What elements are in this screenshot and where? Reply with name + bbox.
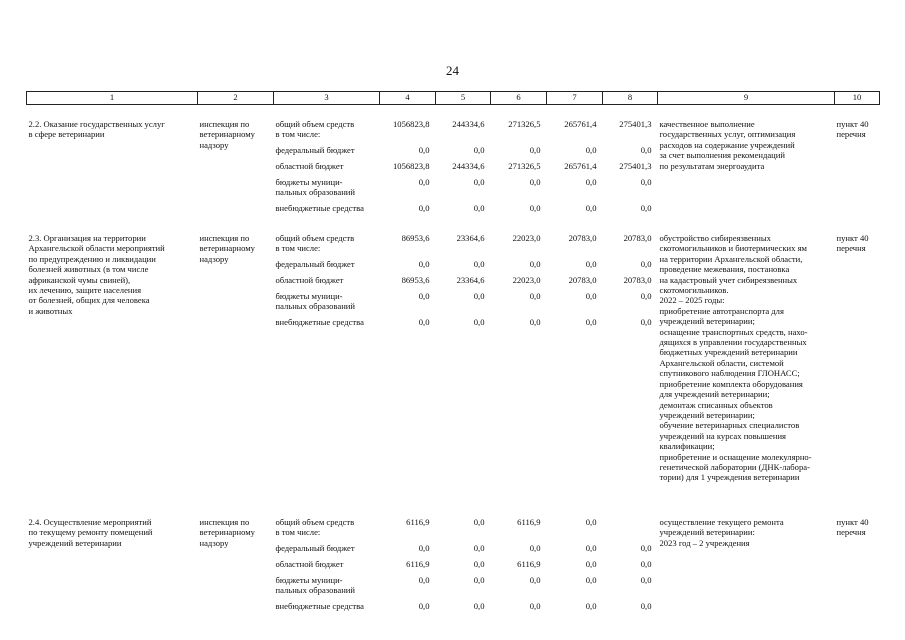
- amount-cell: 275401,3: [619, 119, 652, 129]
- funding-source: внебюджетные средства: [275, 203, 364, 213]
- table-row: [27, 517, 880, 543]
- amount-cell: 0,0: [529, 575, 541, 585]
- header-cell: 9: [658, 92, 835, 105]
- amount-cell: 86953,6: [401, 275, 430, 285]
- amount-cell: 0,0: [640, 203, 652, 213]
- funding-source: общий объем средств в том числе:: [275, 517, 355, 538]
- amount-cell: 0,0: [585, 259, 597, 269]
- amount-cell: 0,0: [640, 543, 652, 553]
- header-row: [27, 92, 880, 105]
- amount-cell: 0,0: [585, 543, 597, 553]
- amount-cell: 0,0: [585, 177, 597, 187]
- amount-cell: 0,0: [473, 543, 485, 553]
- amount-cell: 275401,3: [619, 161, 652, 171]
- funding-source: внебюджетные средства: [275, 601, 364, 611]
- amount-cell: 0,0: [529, 543, 541, 553]
- amount-cell: 0,0: [585, 145, 597, 155]
- amount-cell: 6116,9: [406, 559, 430, 569]
- reference: пункт 40 перечня: [836, 119, 869, 140]
- amount-cell: 244334,6: [452, 161, 485, 171]
- activity-title: 2.4. Осуществление мероприятий по текущему ремонту помещений учреждений ветеринарии: [28, 517, 153, 548]
- executor: инспекция по ветеринарному надзору: [199, 517, 255, 548]
- funding-source: внебюджетные средства: [275, 317, 364, 327]
- amount-cell: 0,0: [529, 317, 541, 327]
- amount-cell: 6116,9: [517, 517, 541, 527]
- funding-source: бюджеты муници- пальных образований: [275, 291, 355, 312]
- funding-source: федеральный бюджет: [275, 259, 355, 269]
- amount-cell: 0,0: [529, 259, 541, 269]
- header-cell: 5: [436, 92, 491, 105]
- amount-cell: 0,0: [473, 575, 485, 585]
- amount-cell: 244334,6: [452, 119, 485, 129]
- amount-cell: 0,0: [640, 601, 652, 611]
- amount-cell: 0,0: [418, 601, 430, 611]
- amount-cell: 0,0: [585, 203, 597, 213]
- amount-cell: 0,0: [640, 575, 652, 585]
- amount-cell: 0,0: [585, 559, 597, 569]
- section-spacer: [27, 219, 880, 233]
- amount-cell: 0,0: [473, 517, 485, 527]
- amount-cell: 6116,9: [517, 559, 541, 569]
- funding-source: федеральный бюджет: [275, 543, 355, 553]
- amount-cell: 0,0: [418, 317, 430, 327]
- funding-source: областной бюджет: [275, 559, 344, 569]
- page-number: 24: [446, 63, 459, 78]
- amount-cell: 22023,0: [512, 233, 541, 243]
- amount-cell: 0,0: [418, 291, 430, 301]
- amount-cell: 265761,4: [564, 119, 597, 129]
- amount-cell: 0,0: [585, 517, 597, 527]
- amount-cell: 0,0: [640, 177, 652, 187]
- activity-title: 2.2. Оказание государственных услуг в сфере ветеринарии: [28, 119, 165, 140]
- amount-cell: 0,0: [640, 317, 652, 327]
- header-cell: 8: [603, 92, 658, 105]
- amount-cell: 20783,0: [623, 275, 652, 285]
- amount-cell: 0,0: [640, 145, 652, 155]
- expected-result: качественное выполнение государственных услуг, оптимизация расходов на содержание учреждений за счет выполнения рекомендаций по результатам энергоаудита: [659, 119, 796, 171]
- amount-cell: 0,0: [418, 145, 430, 155]
- amount-cell: 0,0: [473, 317, 485, 327]
- section-spacer: [27, 105, 880, 120]
- table-row: [27, 119, 880, 145]
- funding-source: областной бюджет: [275, 275, 344, 285]
- funding-source: федеральный бюджет: [275, 145, 355, 155]
- amount-cell: 0,0: [585, 317, 597, 327]
- amount-cell: 0,0: [529, 203, 541, 213]
- amount-cell: 271326,5: [508, 161, 541, 171]
- amount-cell: 0,0: [585, 291, 597, 301]
- amount-cell: 0,0: [473, 177, 485, 187]
- amount-cell: 0,0: [418, 543, 430, 553]
- amount-cell: 0,0: [585, 601, 597, 611]
- amount-cell: 0,0: [418, 575, 430, 585]
- header-cell: 10: [835, 92, 880, 105]
- amount-cell: 0,0: [418, 203, 430, 213]
- executor: инспекция по ветеринарному надзору: [199, 233, 255, 264]
- amount-cell: 1056823,8: [392, 119, 430, 129]
- amount-cell: 0,0: [529, 601, 541, 611]
- reference: пункт 40 перечня: [836, 233, 869, 254]
- amount-cell: [603, 517, 658, 543]
- program-table: [26, 91, 880, 617]
- amount-cell: 1056823,8: [392, 161, 430, 171]
- amount-cell: 0,0: [585, 575, 597, 585]
- amount-cell: 20783,0: [568, 275, 597, 285]
- amount-cell: 0,0: [418, 177, 430, 187]
- amount-cell: 0,0: [473, 203, 485, 213]
- amount-cell: 265761,4: [564, 161, 597, 171]
- amount-cell: 0,0: [640, 559, 652, 569]
- header-cell: 2: [198, 92, 274, 105]
- reference: пункт 40 перечня: [836, 517, 869, 538]
- expected-result: осуществление текущего ремонта учреждений ветеринарии: 2023 год – 2 учреждения: [659, 517, 784, 548]
- header-cell: 6: [491, 92, 547, 105]
- amount-cell: 20783,0: [568, 233, 597, 243]
- section-spacer: [27, 503, 880, 517]
- amount-cell: 271326,5: [508, 119, 541, 129]
- amount-cell: 20783,0: [623, 233, 652, 243]
- funding-source: бюджеты муници- пальных образований: [275, 177, 355, 198]
- amount-cell: 0,0: [473, 601, 485, 611]
- amount-cell: 0,0: [529, 177, 541, 187]
- amount-cell: 0,0: [473, 291, 485, 301]
- amount-cell: 6116,9: [406, 517, 430, 527]
- amount-cell: 0,0: [529, 291, 541, 301]
- funding-source: областной бюджет: [275, 161, 344, 171]
- funding-source: общий объем средств в том числе:: [275, 233, 355, 254]
- header-cell: 3: [274, 92, 380, 105]
- header-cell: 7: [547, 92, 603, 105]
- executor: инспекция по ветеринарному надзору: [199, 119, 255, 150]
- amount-cell: 23364,6: [456, 275, 485, 285]
- amount-cell: 0,0: [640, 291, 652, 301]
- amount-cell: 86953,6: [401, 233, 430, 243]
- amount-cell: 0,0: [640, 259, 652, 269]
- amount-cell: 0,0: [473, 259, 485, 269]
- header-cell: 1: [27, 92, 198, 105]
- amount-cell: 23364,6: [456, 233, 485, 243]
- funding-source: бюджеты муници- пальных образований: [275, 575, 355, 596]
- amount-cell: 22023,0: [512, 275, 541, 285]
- amount-cell: 0,0: [529, 145, 541, 155]
- table-row: [27, 233, 880, 259]
- amount-cell: 0,0: [418, 259, 430, 269]
- activity-title: 2.3. Организация на территории Архангельской области мероприятий по предупреждению и ликвидации болезней животных (в том числе африканской чумы свиней), их лечению, защите населения от болезней, общих для человека и животных: [28, 233, 165, 316]
- expected-result: обустройство сибиреязвенных скотомогильников и биотермических ям на территории Архангельской области, проведение межевания, постановка на кадастровый учет сибиреязвенных скотомогильников. 2022 – 2025 годы: приобретение автотранспорта для учреждений ветеринарии; оснащение транспортных средств, нахо- дящихся в управлении государственных бюджетных учреждений ветеринарии Архангельской области, системой спутникового наблюдения ГЛОНАСС; приобретение комплекта оборудования для учреждений ветеринарии; демонтаж списанных объектов учреждений ветеринарии; обучение ветеринарных специалистов учреждений на курсах повышения квалификации; приобретение и оснащение молекулярно- генетической лаборатории (ДНК-лабора- тории) для 1 учреждения ветеринарии: [659, 233, 812, 483]
- amount-cell: 0,0: [473, 145, 485, 155]
- header-cell: 4: [380, 92, 436, 105]
- funding-source: общий объем средств в том числе:: [275, 119, 355, 140]
- amount-cell: 0,0: [473, 559, 485, 569]
